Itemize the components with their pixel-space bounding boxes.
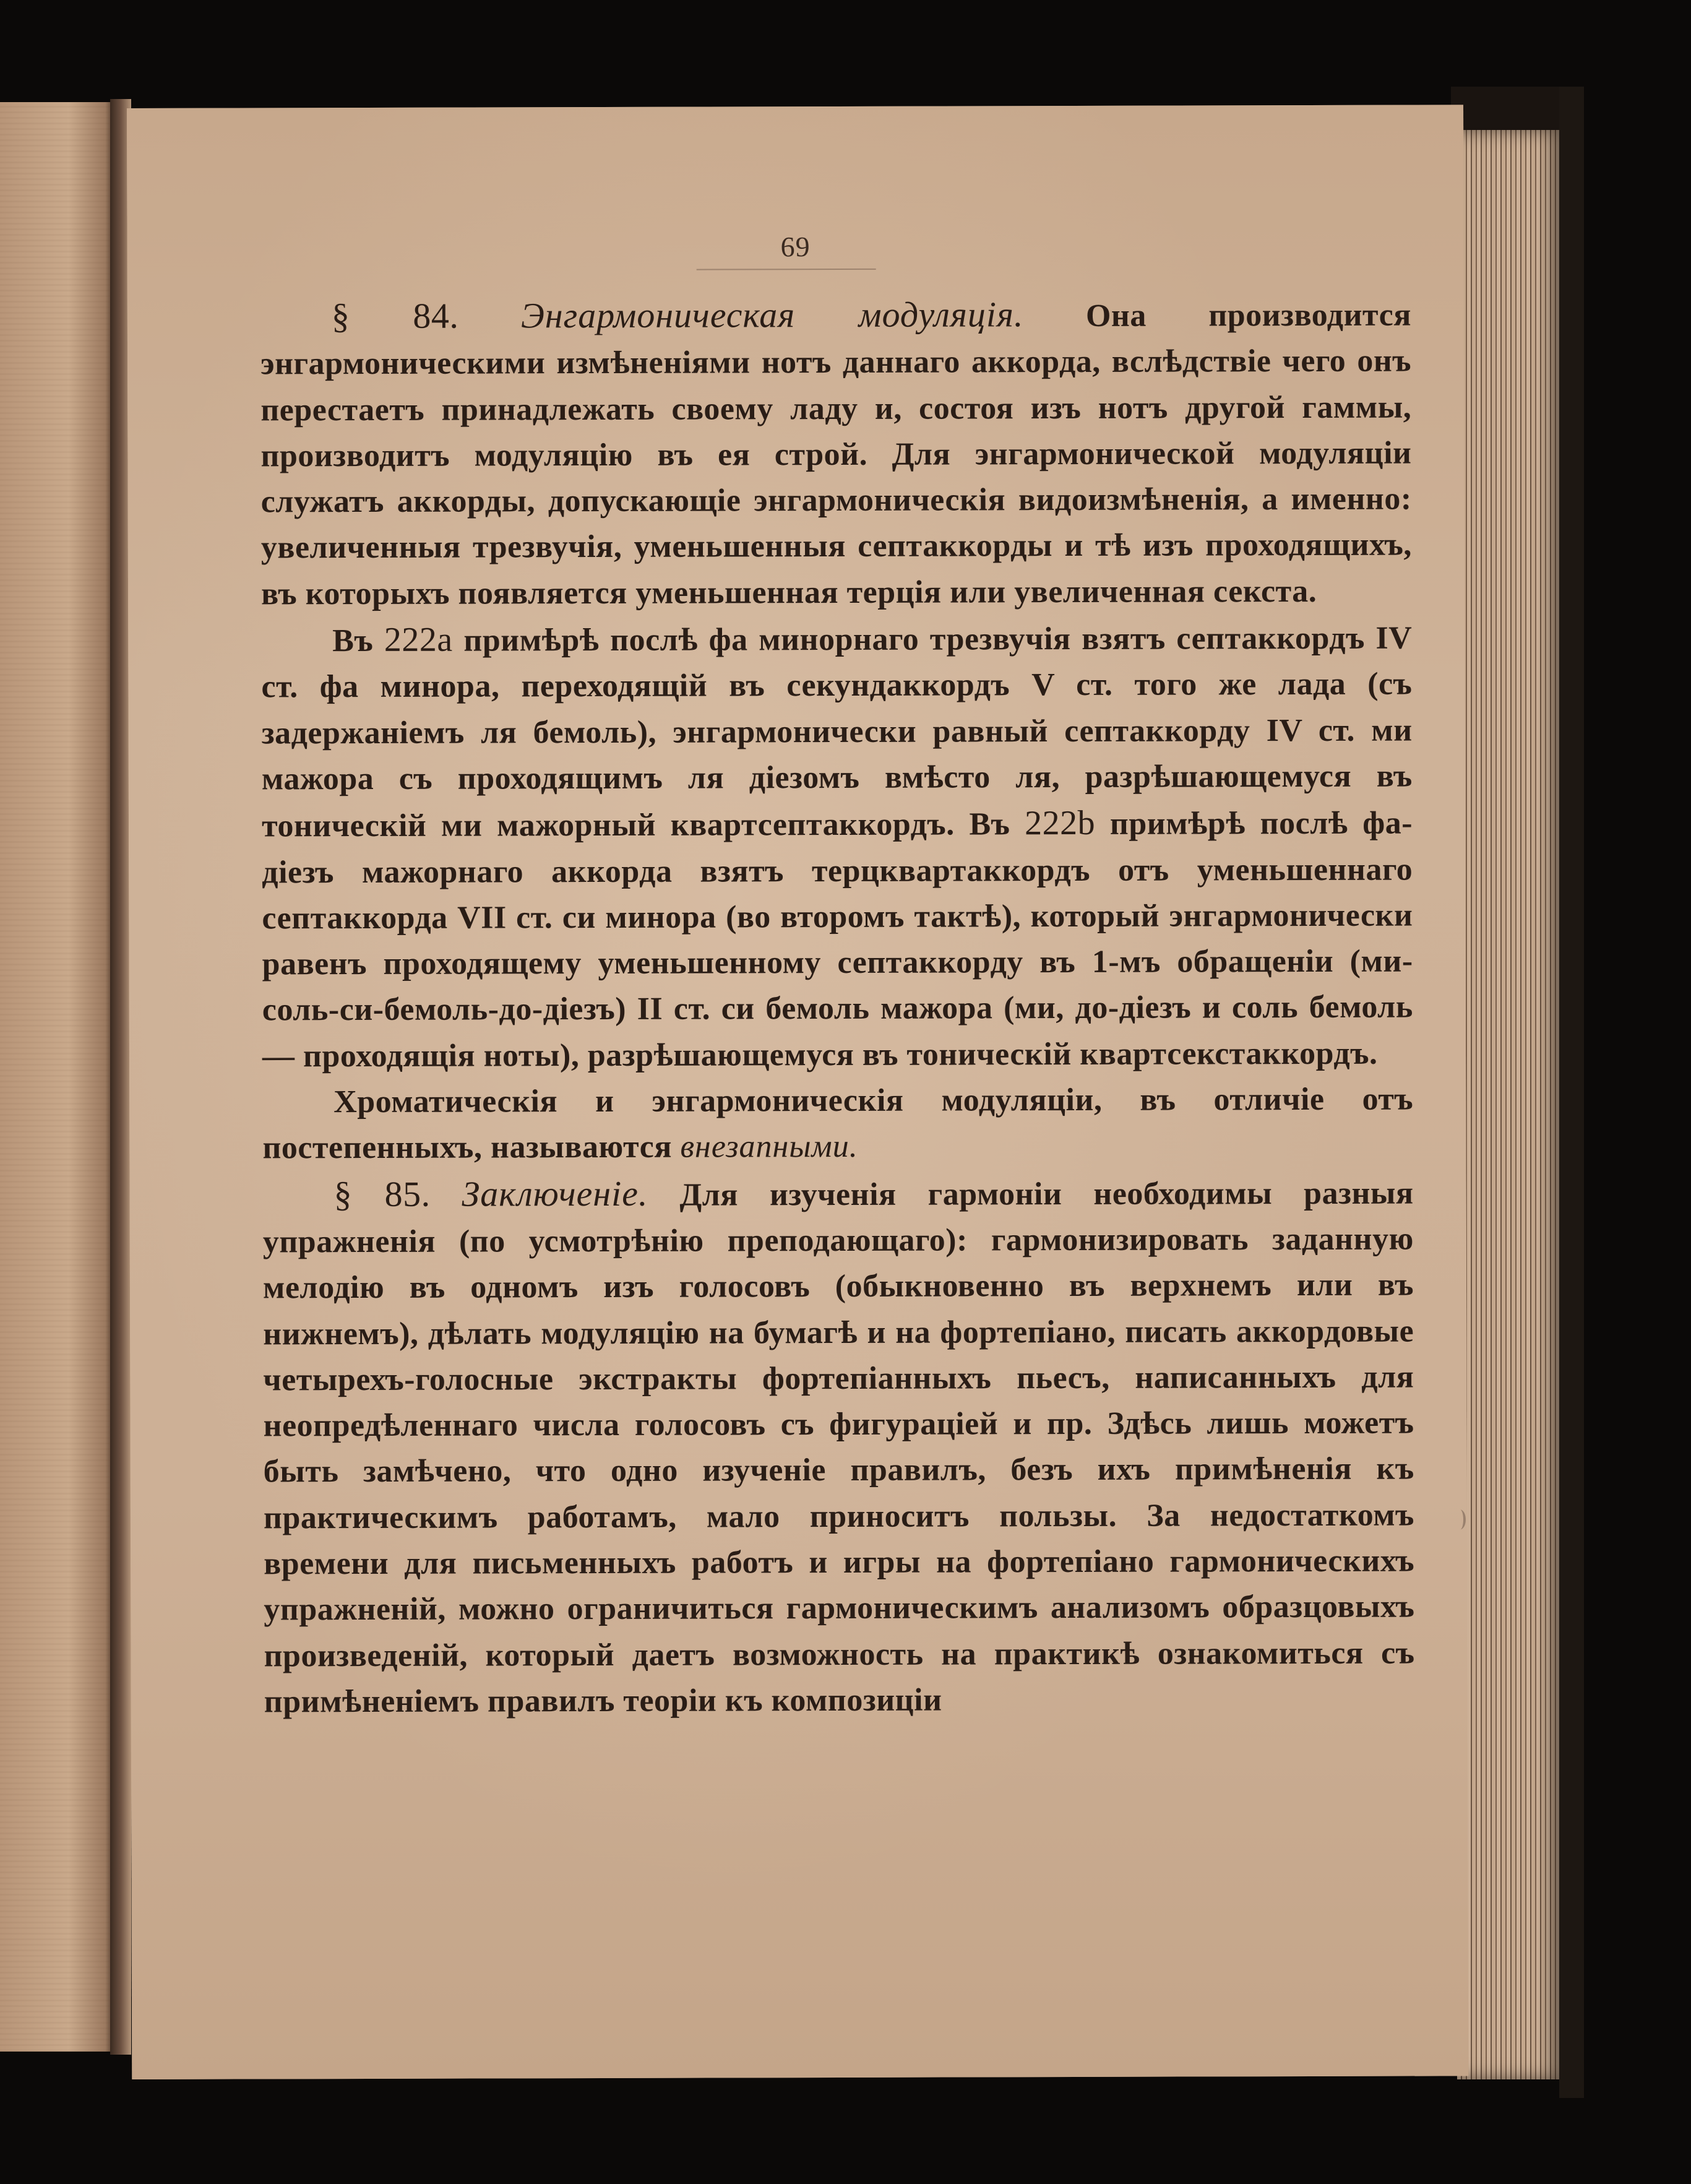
page-number-rule xyxy=(697,269,876,270)
section-number: § 84. xyxy=(331,295,459,337)
book-page xyxy=(127,105,1468,2079)
page-text xyxy=(260,291,1415,1725)
italic-term: внезапными. xyxy=(680,1129,858,1165)
page-block-edges xyxy=(1457,130,1565,2079)
book-cover-right xyxy=(1559,87,1584,2098)
left-page-texture xyxy=(0,102,114,2052)
paragraph-text: Для изученія гармоніи необходимы разныя упражненія (по усмотрѣнію преподающаго): гармонизировать заданную мелодію въ одномъ изъ голосовъ (обыкновенно въ верхнемъ или въ нижнемъ), дѣлать модуляцію на бумагѣ и на фортепіано, писать аккордовые четырехъ-голосные экстракты фортепіанныхъ пьесъ, написанныхъ для неопредѣленнаго числа голосовъ съ фигураціей и пр. Здѣсь лишь можетъ быть замѣчено, что одно изученіе правилъ, безъ ихъ примѣненія къ практическимъ работамъ, мало приноситъ пользы. За недостаткомъ времени для письменныхъ работъ и игры на фортепіано гармоническихъ упражненій, можно ограничиться гармоническимъ анализомъ образцовыхъ произведеній, который даетъ возможность на практикѣ ознакомиться съ примѣненіемъ правилъ теоріи къ композиціи xyxy=(262,1175,1415,1720)
example-ref: 222a xyxy=(384,620,453,659)
paragraph-text: примѣрѣ послѣ фа минорнаго трезвучія взятъ септаккордъ IV ст. фа минора, переходящій въ секундаккордъ V ст. того же лада (съ задержаніемъ ля бемоль), энгармонически равный септаккорду IV ст. ми мажора съ проходящимъ ля діезомъ вмѣсто ля, разрѣшающемуся въ тоническій ми мажорный квартсептаккордъ. Въ xyxy=(261,620,1413,844)
paragraph-text: Въ xyxy=(332,623,374,659)
paragraph-examples xyxy=(261,615,1413,1080)
section-title: Энгармоническая модуляція. xyxy=(520,294,1024,336)
paragraph-text: Хроматическія и энгармоническія модуляціи, въ отличіе отъ постепенныхъ, называются xyxy=(262,1081,1414,1166)
paragraph-text: примѣрѣ послѣ фа-діезъ мажорнаго аккорда взятъ терцквартаккордъ отъ уменьшеннаго септаккорда VII ст. си минора (во второмъ тактѣ), который энгармонически равенъ проходящему уменьшенному септаккорду въ 1-мъ обращеніи (ми-соль-си-бемоль-до-діезъ) II ст. си бемоль мажора (ми, до-діезъ и соль бемоль — проходящія ноты), разрѣшающемуся въ тоническій квартсекстаккордъ. xyxy=(262,805,1413,1074)
margin-mark xyxy=(1455,1509,1466,1529)
paragraph-sudden-modulation xyxy=(262,1077,1413,1172)
paragraph-85 xyxy=(262,1168,1414,1725)
paragraph-text: Она производится энгармоническими измѣненіями нотъ даннаго аккорда, вслѣдствіе чего онъ перестаетъ принадлежать своему ладу и, состоя изъ нотъ другой гаммы, производитъ модуляцію въ ея строй. Для энгармонической модуляціи служатъ аккорды, допускающіе энгармоническія видоизмѣненія, а именно: увеличенныя трезвучія, уменьшенныя септаккорды и тѣ изъ проходящихъ, въ которыхъ появляется уменьшенная терція или увеличенная секста. xyxy=(260,297,1412,612)
example-ref: 222b xyxy=(1025,804,1096,843)
page-number: 69 xyxy=(780,231,811,263)
paragraph-84 xyxy=(260,291,1412,618)
section-number: § 85. xyxy=(333,1173,431,1214)
section-title: Заключеніе. xyxy=(462,1173,648,1214)
